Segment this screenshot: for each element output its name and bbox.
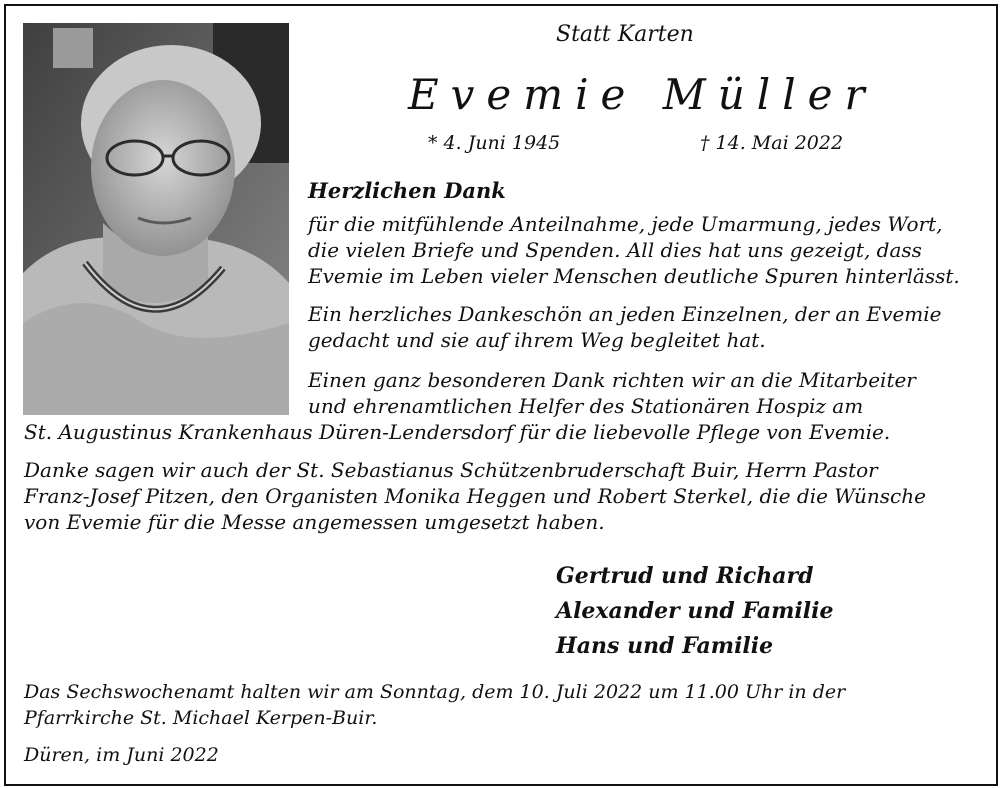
message-line: Evemie im Leben vieler Menschen deutliche Spuren hinterlässt. [308,264,960,288]
message-line: für die mitfühlende Anteilnahme, jede Umarmung, jedes Wort, [308,212,943,236]
message-line: und ehrenamtlichen Helfer des Stationären Hospiz am [308,394,864,418]
signature-line: Hans und Familie [556,633,774,659]
mass-announcement-line: Das Sechswochenamt halten wir am Sonntag, dem 10. Juli 2022 um 11.00 Uhr in der [24,681,846,703]
message-line: die vielen Briefe und Spenden. All dies hat uns gezeigt, dass [308,238,922,262]
message-line: Einen ganz besonderen Dank richten wir an die Mitarbeiter [308,368,916,392]
birth-date: * 4. Juni 1945 [428,132,561,154]
message-line: gedacht und sie auf ihrem Weg begleitet hat. [308,328,766,352]
place-date: Düren, im Juni 2022 [24,744,219,766]
signature-line: Alexander und Familie [556,598,834,624]
portrait-photo [23,23,289,415]
message-line: von Evemie für die Messe angemessen umgesetzt haben. [24,510,605,534]
message-line: St. Augustinus Krankenhaus Düren-Lendersdorf für die liebevolle Pflege von Evemie. [24,420,891,444]
message-line: Ein herzliches Dankeschön an jeden Einzelnen, der an Evemie [308,302,942,326]
deceased-name: Evemie Müller [408,70,877,119]
message-line: Franz-Josef Pitzen, den Organisten Monika Heggen und Robert Sterkel, die die Wünsche [24,484,926,508]
statt-karten-heading: Statt Karten [556,22,694,47]
mass-announcement-line: Pfarrkirche St. Michael Kerpen-Buir. [24,707,378,729]
obituary-card [4,4,998,786]
thanks-title: Herzlichen Dank [308,178,506,203]
death-date: † 14. Mai 2022 [700,132,844,154]
message-line: Danke sagen wir auch der St. Sebastianus Schützenbruderschaft Buir, Herrn Pastor [24,458,878,482]
signature-line: Gertrud und Richard [556,563,814,589]
